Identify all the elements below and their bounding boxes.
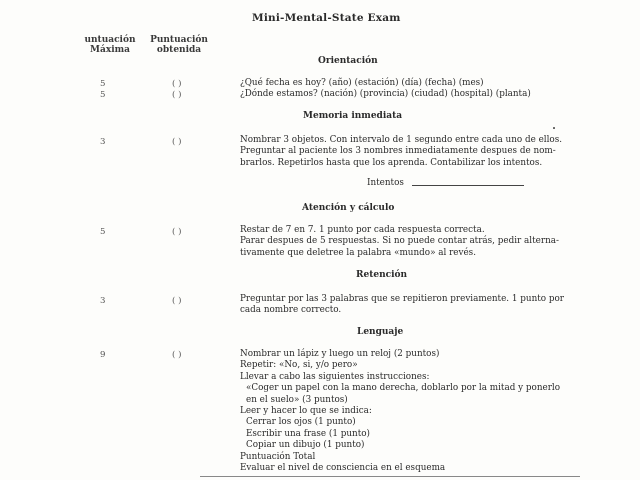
max-score: 9 [100,350,106,360]
obtained-score: ( ) [172,227,182,237]
header-max-line2: Máxima [90,45,130,55]
max-score: 3 [100,296,106,306]
section-heading-atencion: Atención y cálculo [302,203,395,213]
item-line: Escribir una frase (1 punto) [246,428,370,439]
item-line: en el suelo» (3 puntos) [246,394,348,405]
item-line: Nombrar un lápiz y luego un reloj (2 puntos) [240,349,440,359]
item-line: Preguntar al paciente los 3 nombres inmediatamente despues de nom- [240,146,556,157]
intentos-label: Intentos [367,178,404,188]
section-heading-orientacion: Orientación [318,56,378,66]
section-heading-lenguaje: Lenguaje [357,327,404,337]
item-text: ¿Dónde estamos? (nación) (provincia) (ciudad) (hospital) (planta) [240,89,531,99]
header-obtained-line2: obtenida [156,45,202,55]
header-obtained-score [142,35,216,55]
obtained-score: ( ) [172,296,182,306]
item-line: «Coger un papel con la mano derecha, doblarlo por la mitad y ponerlo [246,383,561,394]
bottom-rule [200,476,580,477]
item-text-block [240,225,559,259]
item-line: Leer y hacer lo que se indica: [240,406,372,417]
document-title: Mini-Mental-State Exam [252,12,401,24]
item-line: Preguntar por las 3 palabras que se repitieron previamente. 1 punto por [240,294,565,304]
item-line: Cerrar los ojos (1 punto) [246,417,356,428]
item-line: Llevar a cabo las siguientes instrucciones: [240,371,430,382]
item-line: Puntuación Total [240,451,316,462]
obtained-score: ( ) [172,137,182,147]
item-line: Copiar un dibujo (1 punto) [246,440,365,451]
obtained-score: ( ) [172,90,182,100]
max-score: 5 [100,227,106,237]
item-text-block [240,135,562,169]
item-line: tivamente que deletree la palabra «mundo» al revés. [240,247,476,258]
header-obtained-line1: Puntuación [150,35,208,45]
item-line: brarlos. Repetirlos hasta que los aprenda. Contabilizar los intentos. [240,157,543,168]
section-heading-retencion: Retención [356,270,408,280]
item-line: Evaluar el nivel de consciencia en el esquema [240,463,446,474]
header-max-score [68,35,152,55]
item-line: cada nombre correcto. [240,305,342,316]
scan-speck [553,127,555,129]
section-heading-memoria: Memoria inmediata [303,111,403,121]
obtained-score: ( ) [172,350,182,360]
item-line: Restar de 7 en 7. 1 punto por cada respuesta correcta. [240,225,485,235]
item-line: Parar despues de 5 respuestas. Si no puede contar atrás, pedir alterna- [240,236,559,247]
item-text-block [240,349,560,474]
item-text-block [240,294,564,317]
item-line: Repetir: «No, si, y/o pero» [240,360,358,371]
item-line: Nombrar 3 objetos. Con intervalo de 1 segundo entre cada uno de ellos. [240,135,563,145]
item-text: ¿Qué fecha es hoy? (año) (estación) (día) (fecha) (mes) [240,78,484,88]
max-score: 3 [100,137,106,147]
max-score: 5 [100,79,106,89]
header-max-line1: untuación [84,35,136,45]
intentos-answer-line [412,185,524,186]
max-score: 5 [100,90,106,100]
obtained-score: ( ) [172,79,182,89]
